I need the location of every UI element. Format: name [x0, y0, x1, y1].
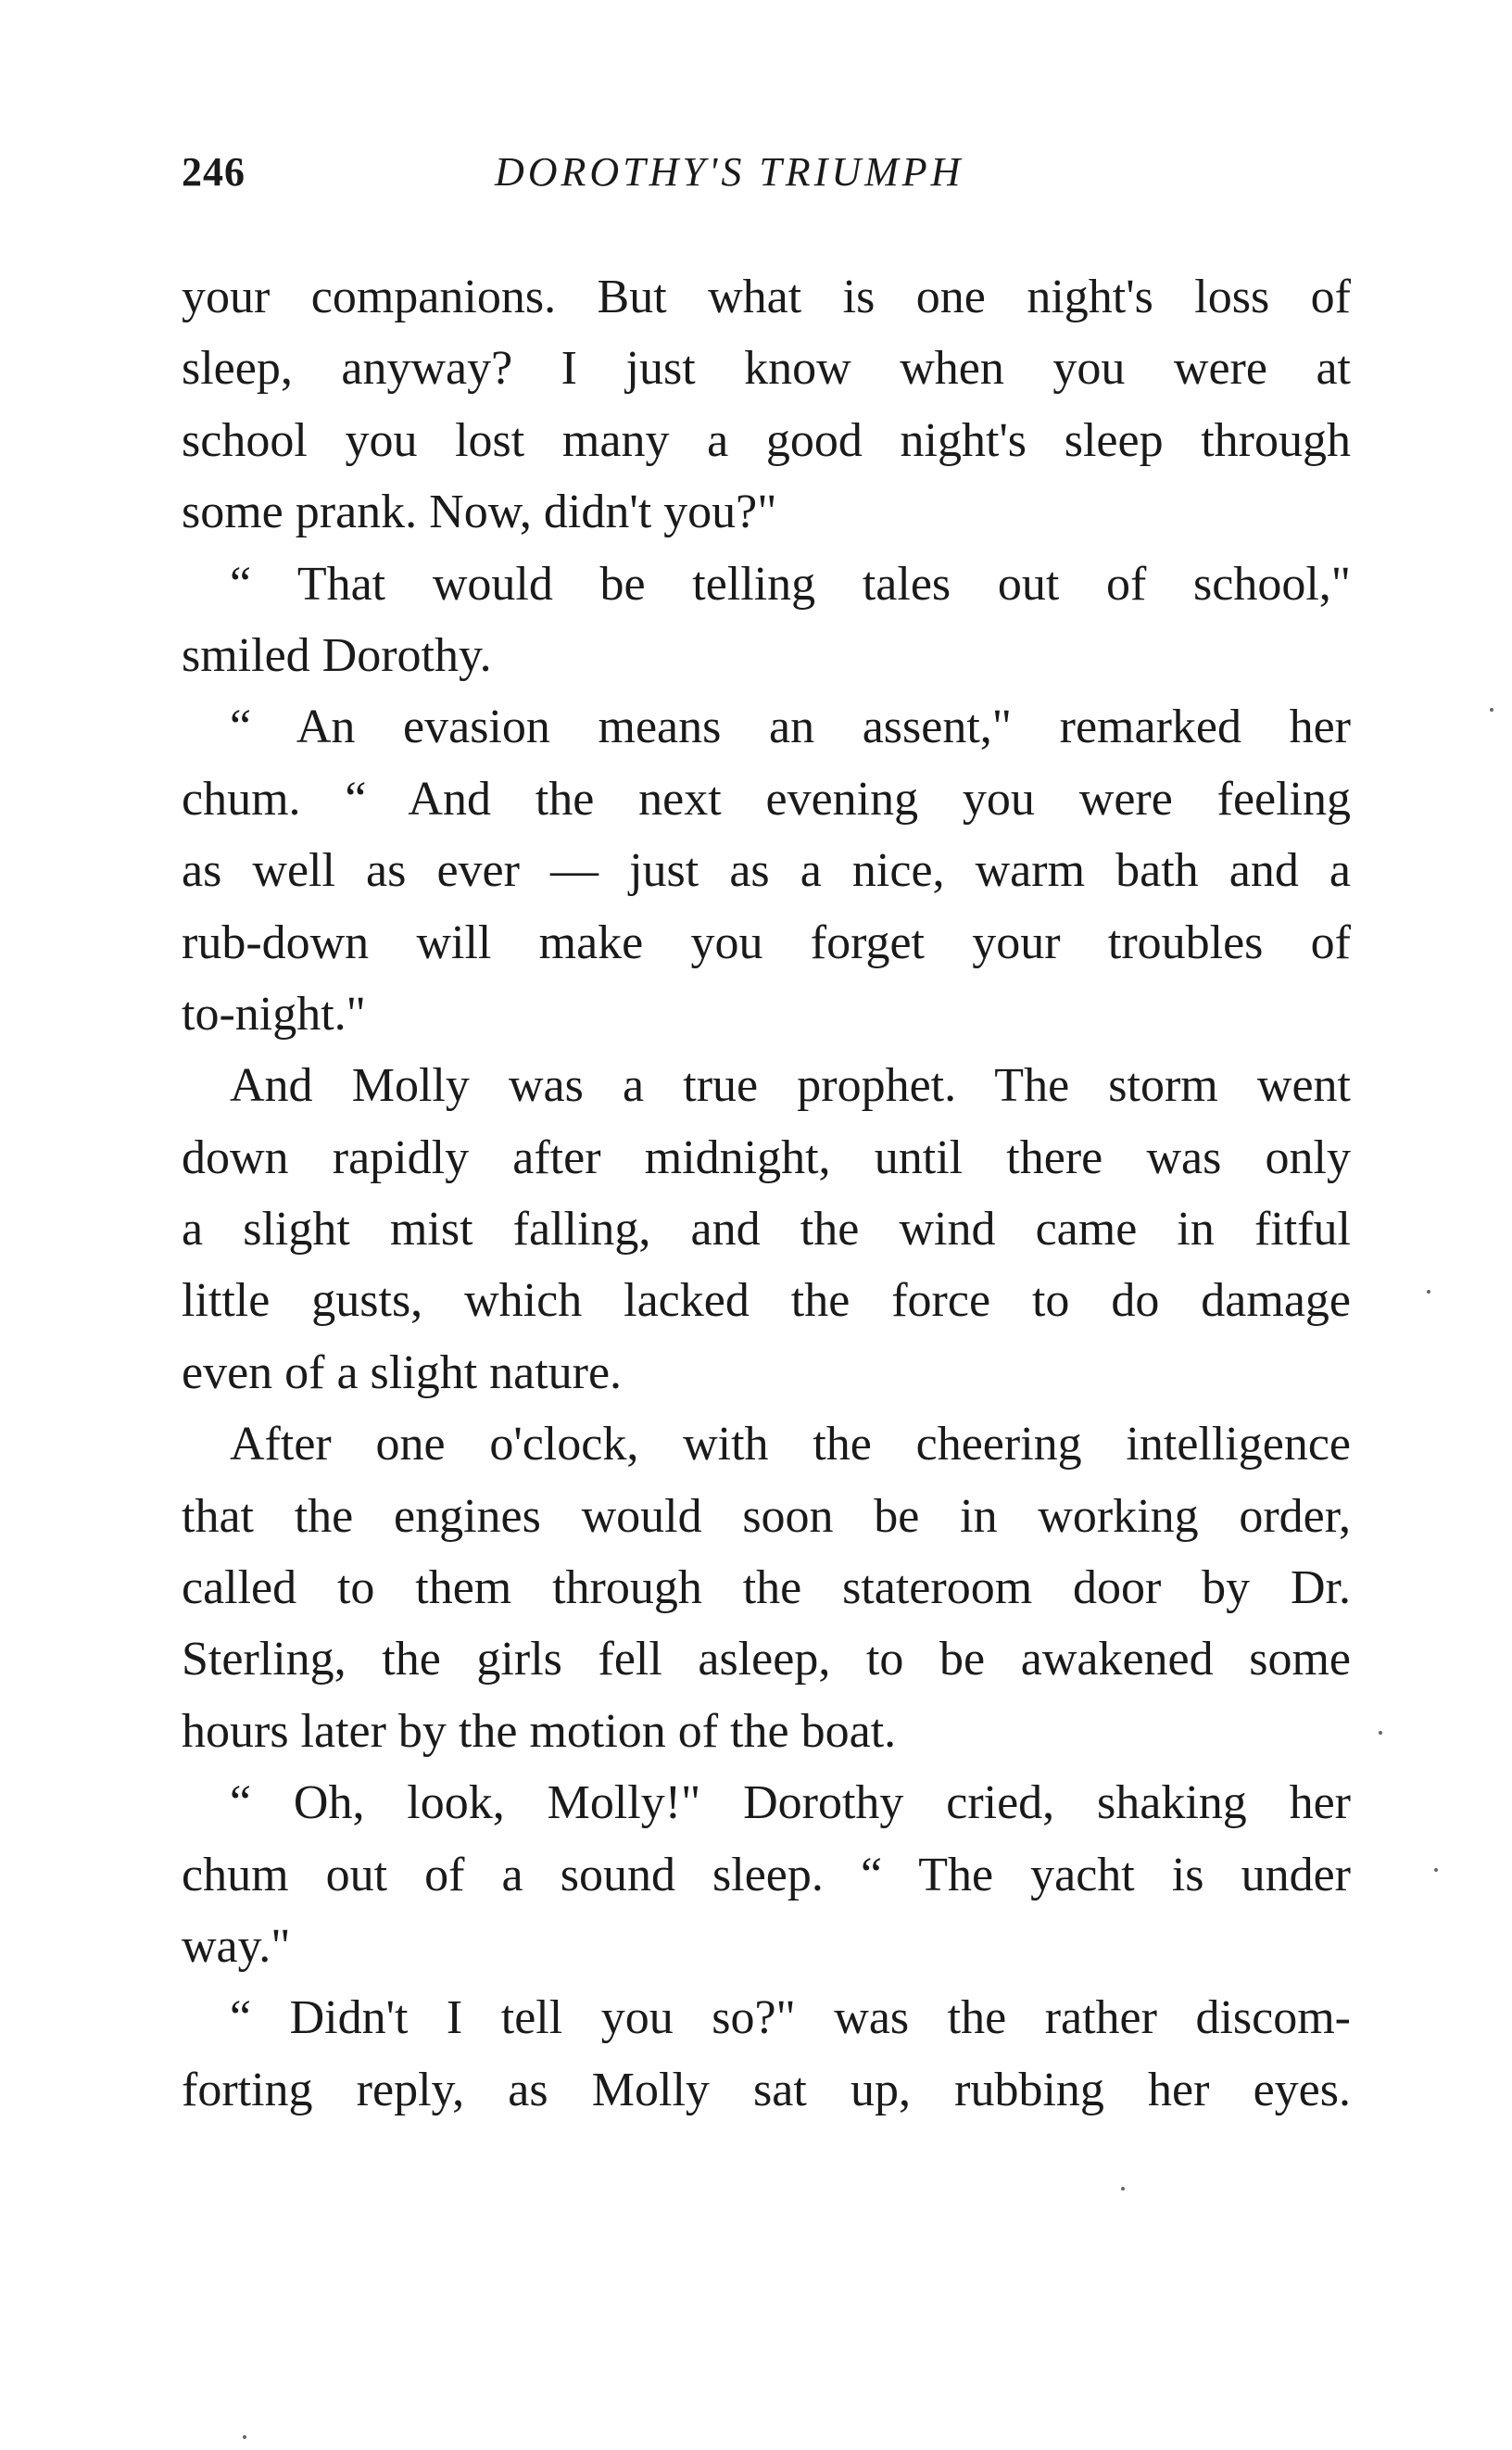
text-line: “ That would be telling tales out of school," — [230, 557, 1351, 611]
page-number: 246 — [182, 149, 246, 195]
text-line: Sterling, the girls fell asleep, to be awakened some — [182, 1633, 1351, 1686]
text-line: sleep, anyway? I just know when you were at — [182, 342, 1351, 396]
text-line: “ Didn't I tell you so?" was the rather discom- — [230, 1991, 1351, 2045]
paper-speck — [1427, 1290, 1430, 1294]
text-line: even of a slight nature. — [182, 1345, 623, 1399]
text-line: down rapidly after midnight, until there was only — [182, 1130, 1351, 1184]
text-line: “ Oh, look, Molly!" Dorothy cried, shaking her — [230, 1776, 1351, 1830]
text-line: little gusts, which lacked the force to do damage — [182, 1274, 1351, 1328]
text-line: your companions. But what is one night's loss of — [182, 271, 1351, 323]
text-line: rub-down will make you forget your troubles of — [182, 916, 1351, 969]
text-line: as well as ever — just as a nice, warm bath and a — [182, 844, 1351, 898]
text-line: chum out of a sound sleep. “ The yacht is under — [182, 1848, 1351, 1901]
text-line: After one o'clock, with the cheering intelligence — [230, 1418, 1351, 1471]
paper-speck — [243, 2435, 246, 2439]
text-line: forting reply, as Molly sat up, rubbing her eyes. — [182, 2063, 1351, 2116]
text-line: school you lost many a good night's sleep through — [182, 413, 1351, 467]
text-line: smiled Dorothy. — [182, 628, 492, 682]
text-line: to-night." — [182, 987, 366, 1041]
paper-speck — [1379, 1731, 1382, 1735]
text-line: “ An evasion means an assent," remarked her — [230, 701, 1351, 754]
text-line: hours later by the motion of the boat. — [182, 1704, 897, 1758]
text-line: called to them through the stateroom door by Dr. — [182, 1561, 1351, 1615]
paper-speck — [1490, 708, 1493, 712]
text-line: And Molly was a true prophet. The storm went — [230, 1059, 1351, 1113]
text-line: a slight mist falling, and the wind came in fitful — [182, 1203, 1351, 1257]
paper-speck — [1121, 2187, 1125, 2191]
running-head: DOROTHY'S TRIUMPH — [495, 149, 964, 195]
text-line: some prank. Now, didn't you?" — [182, 486, 777, 539]
text-line: chum. “ And the next evening you were feeling — [182, 772, 1351, 826]
text-line: that the engines would soon be in working order, — [182, 1489, 1351, 1543]
body-text — [182, 261, 1351, 2126]
page-header — [182, 148, 1351, 213]
text-line: way." — [182, 1919, 291, 1973]
paper-speck — [1434, 1868, 1438, 1872]
